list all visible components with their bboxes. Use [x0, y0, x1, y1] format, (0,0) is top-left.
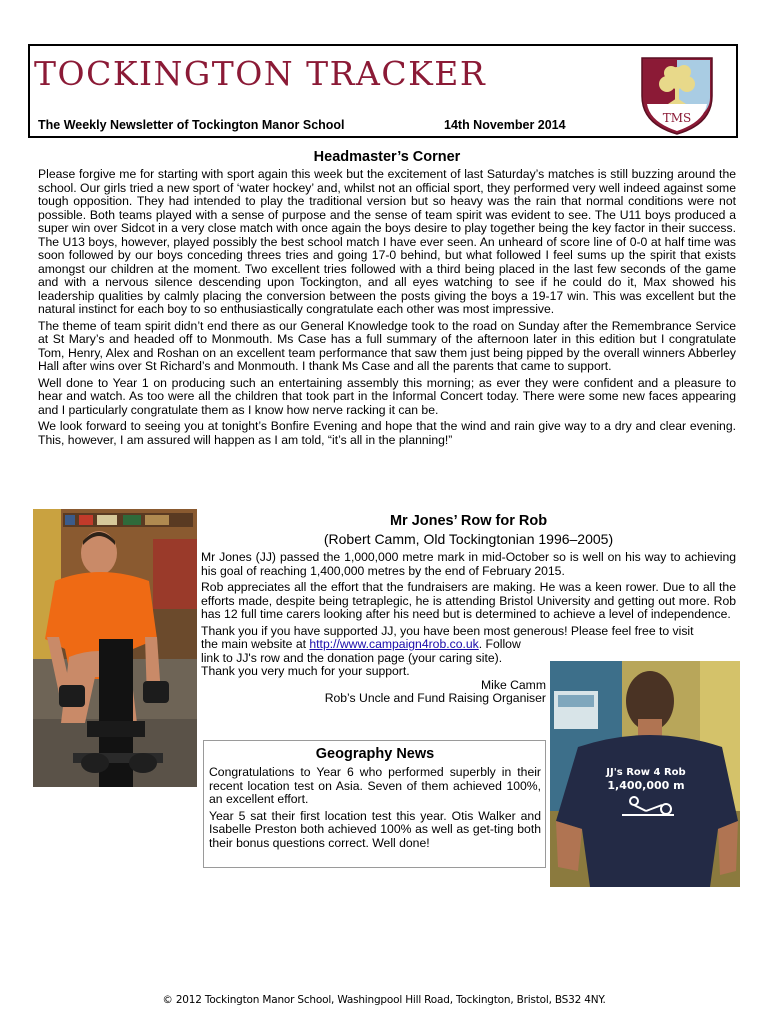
signature-role: Rob’s Uncle and Fund Raising Organiser: [324, 691, 546, 705]
geography-news-box: [203, 740, 546, 868]
newsletter-subtitle: The Weekly Newsletter of Tockington Manor School: [38, 118, 345, 132]
rob-link-suffix: . Follow: [478, 637, 521, 651]
rob-thanks-line: Thank you very much for your support.: [201, 664, 410, 678]
footer-copyright: © 2012 Tockington Manor School, Washingpool Hill Road, Tockington, Bristol, BS32 4NY.: [162, 994, 606, 1006]
geography-paragraph: Congratulations to Year 6 who performed superbly in their recent location test on Asia. Seven of them achieved 100%, an excellent effort.: [209, 765, 541, 806]
rob-paragraph: Mr Jones (JJ) passed the 1,000,000 metre mark in mid-October so is well on his way to achieving his goal of reaching 1,400,000 metres by the end of February 2015.: [201, 550, 736, 578]
masthead: [28, 44, 738, 138]
school-crest-logo: [638, 52, 716, 136]
rob-paragraph: Rob appreciates all the effort that the fundraisers are making. He was a keen rower. Due to all the efforts made, despite being tetraplegic, he is attending Bristol University and getting out more. Rob has 12 full time carers looking after his need but is determined to achieve a level of independence.: [201, 580, 736, 621]
rob-paragraph: Thank you if you have supported JJ, you have been most generous! Please feel free to visit: [201, 623, 694, 638]
rob-link-prefix: the main website at: [201, 637, 310, 651]
rob-link-line: [201, 638, 546, 652]
geography-paragraph: Year 5 sat their first location test this year. Otis Walker and Isabelle Preston both achieved 100% as well as get-ting both their bonus questions correct. Well done!: [209, 808, 541, 850]
rob-follow-line: link to JJ's row and the donation page (your caring site).: [201, 650, 503, 665]
headmaster-paragraph: We look forward to seeing you at tonight’s Bonfire Evening and hope that the wind and rain give way to a dry and clear evening. This, however, I am assured will happen as I am told, “it’s all in the planning!”: [38, 419, 736, 447]
tshirt-line-1: JJ's Row 4 Rob: [606, 767, 686, 778]
campaign-website-link[interactable]: http://www.campaign4rob.co.uk: [309, 637, 479, 651]
headmasters-corner-title: Headmaster’s Corner: [313, 149, 461, 165]
signature-name: Mike Camm: [480, 677, 546, 692]
issue-date: 14th November 2014: [444, 118, 566, 132]
geography-news-title: Geography News: [315, 746, 435, 762]
rob-narrow-column: [201, 638, 546, 706]
rowing-machine-photo: [33, 509, 197, 787]
headmaster-paragraph: The theme of team spirit didn’t end there as our General Knowledge took to the road on Sunday after the Remembrance Service at St Mary’s and headed off to Monmouth. Ms Case has a full summary of the afternoon later in this edition but I congratulate Tom, Henry, Alex and Roshan on an excellent team performance that saw them just being pipped by the overall winners Abberley Hall after wins over St Richard’s and Monmouth. I thank Ms Case and all the parents that came to support.: [38, 318, 736, 373]
headmaster-paragraph: Please forgive me for starting with sport again this week but the excitement of last Saturday’s matches is still buzzing around the school. Our girls tried a new sport of ‘water hockey’ and, whilst not an official sport, they performed very well indeed against some tough opposition. They had intended to play the traditional version but so heavy was the rain that normal conditions were not possible. Both teams played with a sense of purpose and the sense of team spirit was evident to see. The U11 boys produced a super win over Sidcot in a very close match with once again the boys desire to play together being the key factor in their success. The U13 boys, however, played possibly the best school match I have ever seen. An unheard of score line of 0-0 at half time was soon followed by our boys conceding threes tries and going 17-0 behind, but what followed I feel sums up the spirit that exists amongst our children at the moment. Two excellent tries followed with a third being placed in the last few seconds of the game and with a nervous silence descending upon Tockington, and all eyes watching to see if he could do it, Max showed his leadership qualities by calmly placing the conversion between the posts giving the boys a 19-17 win. This was excellent but the natural instinct for each boy to so enthusiastically congratulate each other was most impressive.: [38, 167, 736, 316]
row-for-rob-title: Mr Jones’ Row for Rob: [389, 513, 548, 529]
row-for-rob-subtitle: (Robert Camm, Old Tockingtonian 1996–2005): [323, 531, 614, 547]
newsletter-title: TOCKINGTON TRACKER: [34, 54, 487, 93]
row-for-rob-tshirt-photo: [550, 661, 740, 887]
crest-initials: TMS: [662, 111, 692, 125]
headmasters-corner-section: [38, 148, 736, 450]
headmaster-paragraph: Well done to Year 1 on producing such an entertaining assembly this morning; as ever they were confident and a pleasure to hear and watch. As too were all the children that took part in the Informal Concert today. There were some new faces appearing and I particularly congratulate them as I know how nerve racking it can be.: [38, 375, 736, 417]
tshirt-line-2: 1,400,000 m: [607, 779, 685, 792]
